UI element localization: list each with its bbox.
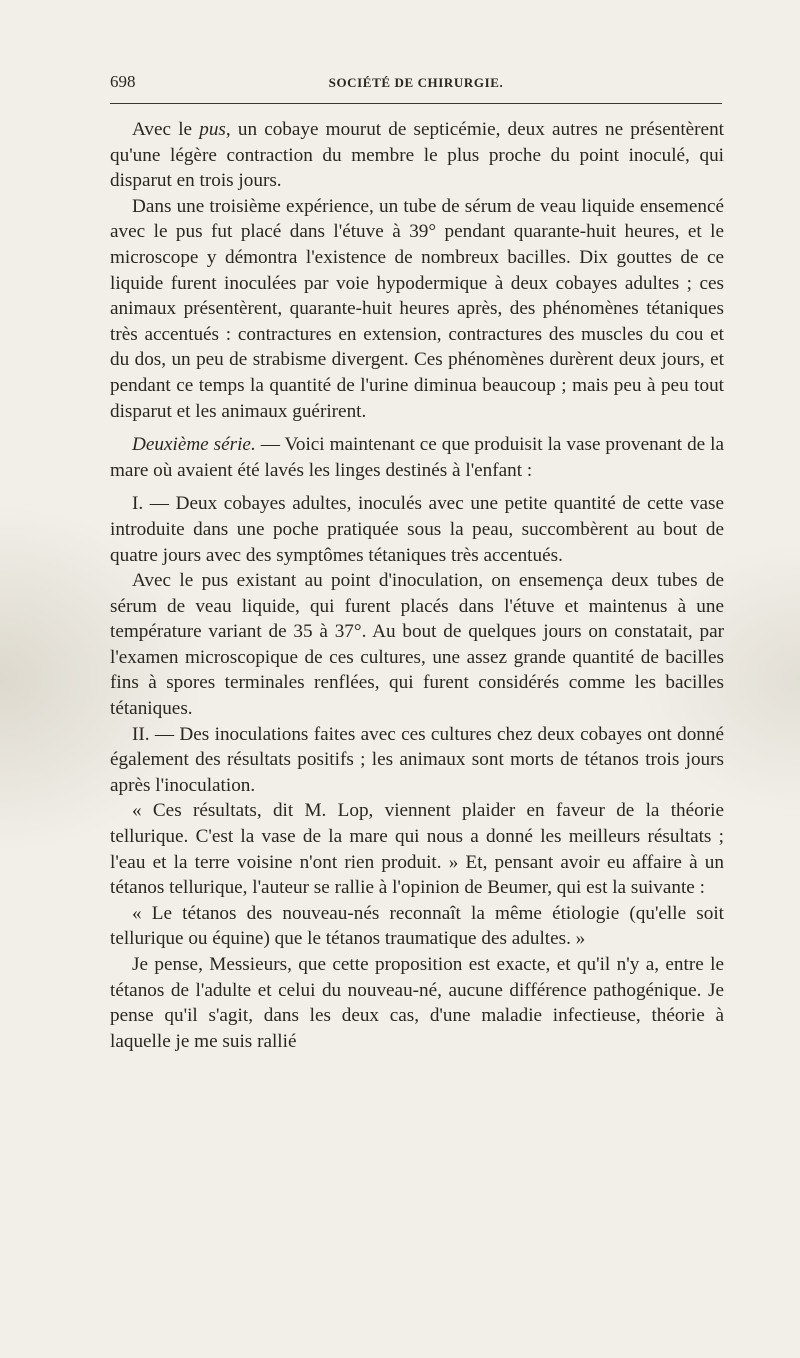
paragraph-quote-beumer: « Le tétanos des nouveau-nés reconnaît la même étiologie (qu'elle soit tellurique ou équine) que le tétanos traumatique des adultes. » — [110, 902, 724, 950]
italic-term: pus — [199, 119, 226, 140]
paragraph-conclusion: Je pense, Messieurs, que cette proposition est exacte, et qu'il n'y a, entre le tétanos de l'adulte et celui du nouveau-né, aucune différence pathogénique. Je pense qu'il s'agit, dans les deux cas, d'une maladie infectieuse, théorie à laquelle je me suis rallié — [110, 954, 724, 1052]
body-text — [110, 117, 724, 1054]
paragraph-case-one: I. — Deux cobayes adultes, inoculés avec une petite quantité de cette vase introduite dans une poche pratiquée sous la peau, succombèrent au bout de quatre jours avec des symptômes tétaniques très accentués. — [110, 493, 724, 566]
paragraph-second-series: Deuxième série. — Voici maintenant ce que produisit la vase provenant de la mare où avaient été lavés les linges destinés à l'enfant : — [110, 434, 724, 481]
paragraph-third-experiment: Dans une troisième expérience, un tube de sérum de veau liquide ensemencé avec le pus fut placé dans l'étuve à 39° pendant quarante-huit heures, et le microscope y démontra l'existence de nombreux bacilles. Dix gouttes de ce liquide furent inoculées par voie hypodermique à deux cobayes adultes ; ces animaux présentèrent, quarante-huit heures après, des phénomènes tétaniques très accentués : contractures en extension, contractures des muscles du cou et du dos, un peu de strabisme divergent. Ces phénomènes durèrent deux jours, et pendant ce temps la quantité de l'urine diminua beaucoup ; mais peu à peu tout disparut et les animaux guérirent. — [110, 195, 724, 422]
header-rule — [110, 103, 722, 104]
page-number: 698 — [110, 72, 136, 91]
paragraph-quote-lop: « Ces résultats, dit M. Lop, viennent plaider en faveur de la théorie tellurique. C'est la vase de la mare qui nous a donné les meilleurs résultats ; l'eau et la terre voisine n'ont rien produit. » Et, pensant avoir eu affaire à un tétanos tellurique, l'auteur se rallie à l'opinion de Beumer, qui est la suivante : — [110, 800, 724, 899]
paragraph-case-two: II. — Des inoculations faites avec ces cultures chez deux cobayes ont donné également des résultats positifs ; les animaux sont morts de tétanos trois jours après l'inoculation. — [110, 723, 724, 796]
page-header — [110, 68, 722, 98]
paragraph-pus-culture: Avec le pus existant au point d'inoculation, on ensemença deux tubes de sérum de veau liquide, qui furent placés dans l'étuve et maintenus à une température variant de 35 à 37°. Au bout de quelques jours on constatait, par l'examen microscopique de ces cultures, une assez grande quantité de bacilles fins à spores terminales renflées, qui furent considérés comme les bacilles tétaniques. — [110, 570, 724, 720]
running-title: SOCIÉTÉ DE CHIRURGIE. — [328, 75, 504, 90]
paragraph-pus: Avec le pus, un cobaye mourut de septicémie, deux autres ne présentèrent qu'une légère contraction du membre le plus proche du point inoculé, qui disparut en trois jours. — [110, 119, 725, 192]
section-heading: Deuxième série. — [132, 434, 256, 456]
